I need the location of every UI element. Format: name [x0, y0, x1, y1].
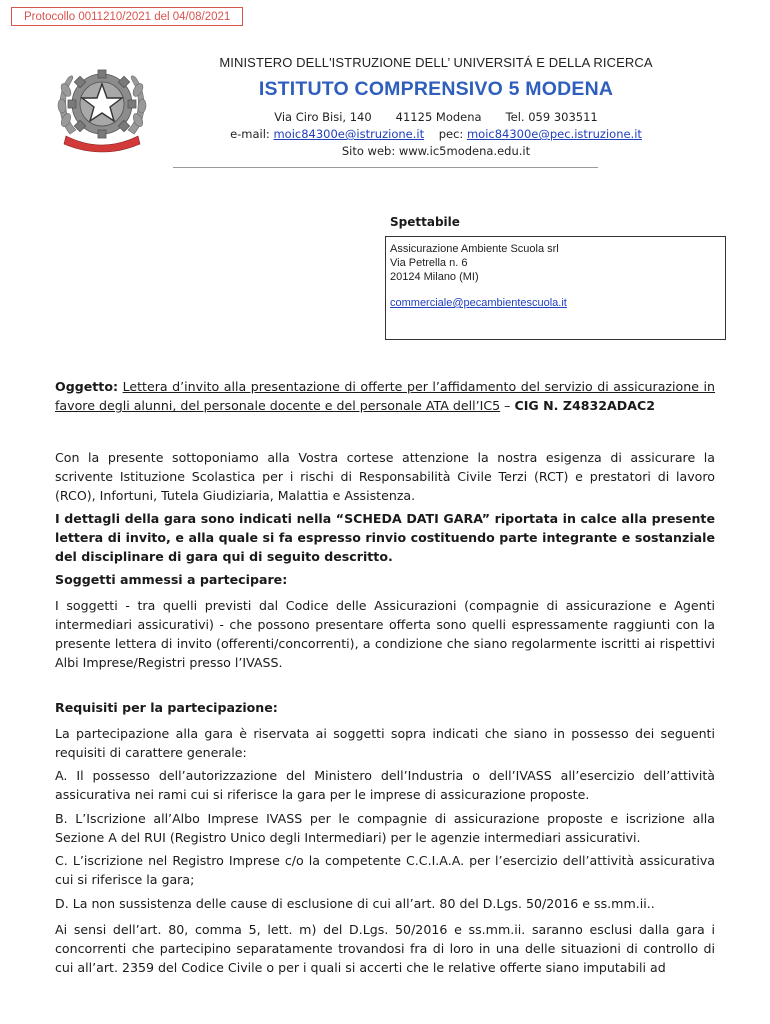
school-pec-link[interactable]: moic84300e@pec.istruzione.it — [466, 127, 642, 141]
school-address — [160, 110, 712, 124]
website: Sito web: www.ic5modena.edu.it — [341, 144, 531, 158]
street: Via Ciro Bisi, 140 — [274, 110, 372, 124]
requirement-d: D. La non sussistenza delle cause di esclusione di cui all’art. 80 del D.Lgs. 50/2016 e ss.mm.ii.. — [55, 896, 655, 911]
city: 41125 Modena — [395, 110, 482, 124]
letterhead — [160, 55, 712, 158]
art80-paragraph: Ai sensi dell’art. 80, comma 5, lett. m) del D.Lgs. 50/2016 e ss.mm.ii. saranno esclusi dalla gara i concorrenti che partecipino separatamente trovandosi fra di loro in una delle situazioni di controllo di cui all’art. 2359 del Codice Civile o per i quali si accerti che le relative offerte siano imputabili ad — [55, 922, 715, 975]
recipient-email-link[interactable]: commerciale@pecambientescuola.it — [390, 297, 567, 309]
ministry-name: MINISTERO DELL'ISTRUZIONE DELL’ UNIVERSITÁ E DELLA RICERCA — [219, 55, 653, 70]
recipient-name: Assicurazione Ambiente Scuola srl — [390, 243, 559, 255]
italian-republic-emblem-icon — [52, 56, 152, 156]
recipient-city: 20124 Milano (MI) — [390, 271, 479, 283]
subject-separator: – — [500, 398, 515, 413]
requirement-c: C. L’iscrizione nel Registro Imprese c/o la competente C.C.I.A.A. per l’esercizio dell’attività assicurativa cui si riferisce la gara; — [55, 853, 715, 887]
school-name: ISTITUTO COMPRENSIVO 5 MODENA — [258, 78, 614, 100]
subject-text: Lettera d’invito alla presentazione di offerte per l’affidamento del servizio di assicurazione in favore degli alunni, del personale docente e del personale ATA dell’IC5 — [55, 379, 715, 413]
contact-line — [160, 127, 712, 141]
cig-code: CIG N. Z4832ADAC2 — [514, 398, 655, 413]
intro-paragraph: Con la presente sottoponiamo alla Vostra cortese attenzione la nostra esigenza di assicurare la scrivente Istituzione Scolastica per i rischi di Responsabilità Civile Terzi (RCT) e prestatori di lavoro (RCO), Infortuni, Tutela Giudiziaria, Malattia e Assistenza. — [55, 450, 715, 503]
recipient-address-box — [385, 236, 726, 340]
heading-requirements: Requisiti per la partecipazione: — [55, 700, 278, 715]
school-email-link[interactable]: moic84300e@istruzione.it — [273, 127, 425, 141]
recipient-salutation: Spettabile — [390, 215, 460, 229]
recipient-street: Via Petrella n. 6 — [390, 257, 468, 269]
protocol-stamp: Protocollo 0011210/2021 del 04/08/2021 — [11, 7, 243, 26]
requirement-a: A. Il possesso dell’autorizzazione del Ministero dell’Industria o dell’IVASS all’esercizio dell’attività assicurativa nei rami cui si riferisce la gara per le imprese di assicurazione proposte. — [55, 768, 715, 802]
requirement-b: B. L’Iscrizione all’Albo Imprese IVASS per le compagnie di assicurazione proposte e iscrizione alla Sezione A del RUI (Registro Unico degli Intermediari) per le agenzie intermediari assicurativi. — [55, 811, 715, 845]
admitted-paragraph: I soggetti - tra quelli previsti dal Codice delle Assicurazioni (compagnie di assicurazione e Agenti intermediari assicurativi) - che possono presentare offerta sono quelli espressamente raggiunti con la presente lettera di invito (offerenti/concorrenti), a condizione che siano regolarmente iscritti ai rispettivi Albi Imprese/Registri presso l’IVASS. — [55, 598, 715, 670]
email-label: e-mail: — [230, 127, 270, 141]
letter-subject — [55, 377, 715, 415]
pec-label: pec: — [438, 127, 464, 141]
heading-admitted: Soggetti ammessi a partecipare: — [55, 572, 288, 587]
details-paragraph: I dettagli della gara sono indicati nella “SCHEDA DATI GARA” riportata in calce alla presente lettera di invito, e alla quale si fa espresso rinvio costituendo parte integrante e sostanziale del disciplinare di gara qui di seguito descritto. — [55, 511, 715, 564]
header-divider — [173, 167, 598, 168]
requirements-intro: La partecipazione alla gara è riservata ai soggetti sopra indicati che siano in possesso dei seguenti requisiti di carattere generale: — [55, 726, 715, 760]
subject-label: Oggetto: — [55, 379, 119, 394]
phone: Tel. 059 303511 — [505, 110, 598, 124]
